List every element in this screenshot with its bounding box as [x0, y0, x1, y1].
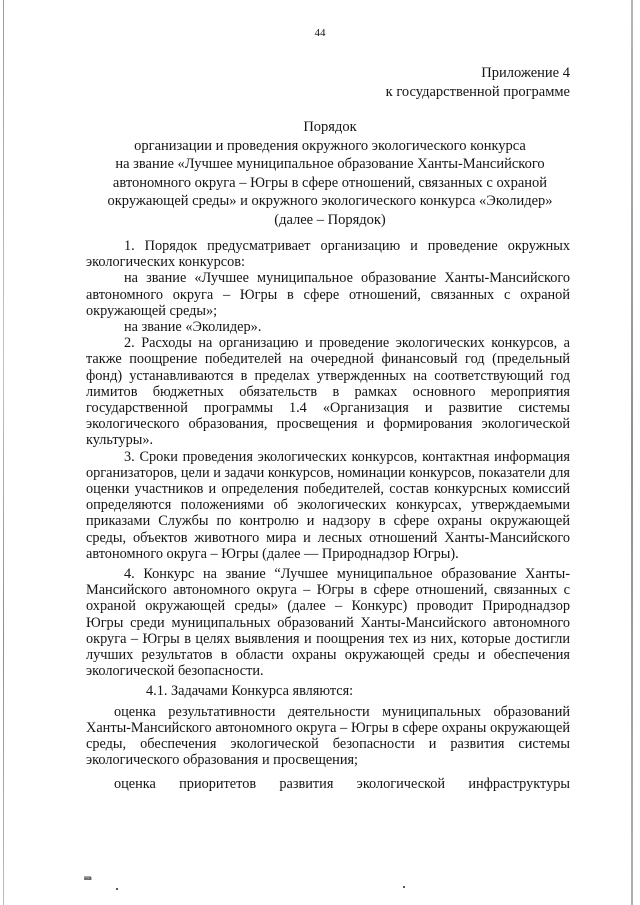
paragraph-1b: на звание «Эколидер». [124, 319, 262, 336]
paragraph-2: 2. Расходы на организацию и проведение экологических конкурсов, а также поощрение победителей на очередной финансовый год (предельный фонд) устанавливаются в пределах утвержденных на соответствующий год лимитов бюджетных обязательств в рамках основного мероприятия государственной программы 1.4 «Организация и развитие системы экологического образования, просвещения и формирования экологической культуры». [86, 335, 570, 449]
appendix-line-2: к государственной программе [385, 84, 570, 100]
title-line: на звание «Лучшее муниципальное образование Ханты-Мансийского [115, 156, 545, 173]
paragraph-1a: на звание «Лучшее муниципальное образование Ханты-Мансийского автономного округа – Югры в сфере отношений, связанных с охраной окружающей среды»; [86, 270, 570, 319]
paragraph-4-1-b: оценка приоритетов развития экологической инфраструктуры [114, 775, 570, 792]
appendix-header [270, 64, 570, 102]
scan-right-edge [631, 0, 633, 905]
scan-left-edge [3, 0, 4, 905]
paragraph-4: 4. Конкурс на звание “Лучшее муниципальное образование Ханты-Мансийского автономного округа – Югры в сфере отношений, связанных с охраной окружающей среды» (далее – Конкурс) проводит Природнадзор Югры среди муниципальных образований Ханты-Мансийского автономного округа – Югры в целях выявления и поощрения тех из них, которые достигли лучших результатов в области охраны окружающей среды и обеспечения экологической безопасности. [86, 566, 570, 680]
title-line: окружающей среды» и окружного экологического конкурса «Эколидер» [107, 193, 553, 210]
paragraph-4-1: 4.1. Задачами Конкурса являются: [146, 683, 354, 700]
title-heading: Порядок [303, 119, 357, 135]
footer-code: нв [84, 874, 92, 882]
title-line: (далее – Порядок) [274, 211, 386, 228]
paragraph-1: 1. Порядок предусматривает организацию и проведение окружных экологических конкурсов: [86, 238, 570, 271]
appendix-line-1: Приложение 4 [481, 65, 570, 81]
title-line: автономного округа – Югры в сфере отношений, связанных с охраной [112, 174, 548, 191]
scan-speck [403, 886, 405, 888]
page-number: 44 [314, 27, 326, 39]
paragraph-3: 3. Сроки проведения экологических конкурсов, контактная информация организаторов, цели и задачи конкурсов, номинации конкурсов, показатели для оценки участников и определения победителей, состав конкурсных комиссий определяются положениями об экологических конкурсах, утверждаемыми приказами Службы по контролю и надзору в сфере охраны окружающей среды, объектов животного мира и лесных отношений Ханты-Мансийского автономного округа – Югры (далее — Природнадзор Югры). [86, 448, 570, 562]
title-line: организации и проведения окружного экологического конкурса [134, 137, 526, 154]
document-body [86, 238, 570, 792]
paragraph-4-1-a: оценка результативности деятельности муниципальных образований Ханты-Мансийского автономного округа – Югры в сфере охраны окружающей среды, обеспечения экологической безопасности и развития системы экологического образования и просвещения; [86, 703, 570, 769]
scan-speck [116, 888, 118, 890]
document-title [80, 118, 580, 230]
